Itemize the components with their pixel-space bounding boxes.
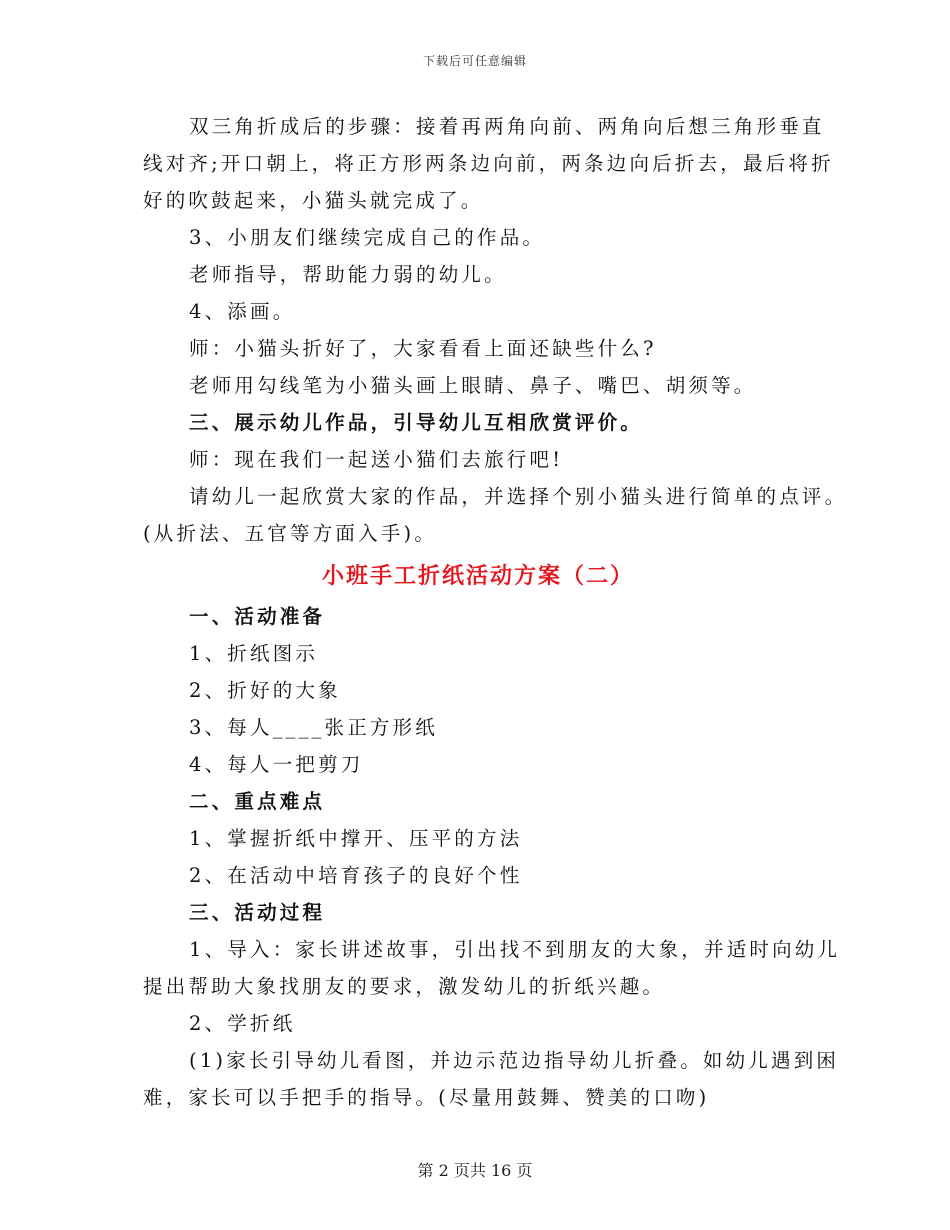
- paragraph: 请幼儿一起欣赏大家的作品，并选择个别小猫头进行简单的点评。: [189, 485, 848, 508]
- list-item: 1、折纸图示: [189, 642, 319, 665]
- paragraph: 好的吹鼓起来，小猫头就完成了。: [143, 189, 484, 212]
- paragraph: 线对齐;开口朝上，将正方形两条边向前，两条边向后折去，最后将折: [143, 152, 834, 175]
- paragraph: 老师用勾线笔为小猫头画上眼睛、鼻子、嘴巴、胡须等。: [189, 374, 757, 397]
- paragraph: (从折法、五官等方面入手)。: [143, 522, 438, 545]
- paragraph: 3、小朋友们继续完成自己的作品。: [189, 226, 546, 249]
- section-heading: 二、重点难点: [189, 790, 326, 813]
- paragraph: (1)家长引导幼儿看图，并边示范边指导幼儿折叠。如幼儿遇到困: [189, 1049, 840, 1072]
- list-item: 4、每人一把剪刀: [189, 753, 364, 776]
- list-item: 1、掌握折纸中撑开、压平的方法: [189, 827, 523, 850]
- document-title: 小班手工折纸活动方案（二）: [321, 563, 634, 589]
- paragraph: 双三角折成后的步骤：接着再两角向前、两角向后想三角形垂直: [189, 115, 825, 138]
- paragraph: 难，家长可以手把手的指导。(尽量用鼓舞、赞美的口吻): [143, 1086, 710, 1109]
- paragraph: 提出帮助大象找朋友的要求，激发幼儿的折纸兴趣。: [143, 975, 666, 998]
- paragraph: 1、导入：家长讲述故事，引出找不到朋友的大象，并适时向幼儿: [189, 938, 841, 961]
- paragraph: 4、添画。: [189, 300, 296, 323]
- list-item: 3、每人____张正方形纸: [189, 716, 439, 739]
- list-item: 2、折好的大象: [189, 679, 341, 702]
- document-body: [143, 108, 848, 1116]
- section-heading: 三、活动过程: [189, 901, 326, 924]
- page-footer: 第 2 页共 16 页: [417, 1161, 533, 1180]
- section-heading: 三、展示幼儿作品，引导幼儿互相欣赏评价。: [189, 411, 644, 434]
- paragraph: 师：现在我们一起送小猫们去旅行吧!: [189, 448, 564, 471]
- paragraph: 2、学折纸: [189, 1012, 296, 1035]
- paragraph: 师：小猫头折好了，大家看看上面还缺些什么?: [189, 337, 657, 360]
- section-heading: 一、活动准备: [189, 605, 326, 628]
- page-header: 下载后可任意编辑: [422, 54, 527, 68]
- list-item: 2、在活动中培育孩子的良好个性: [189, 864, 523, 887]
- paragraph: 老师指导，帮助能力弱的幼儿。: [189, 263, 507, 286]
